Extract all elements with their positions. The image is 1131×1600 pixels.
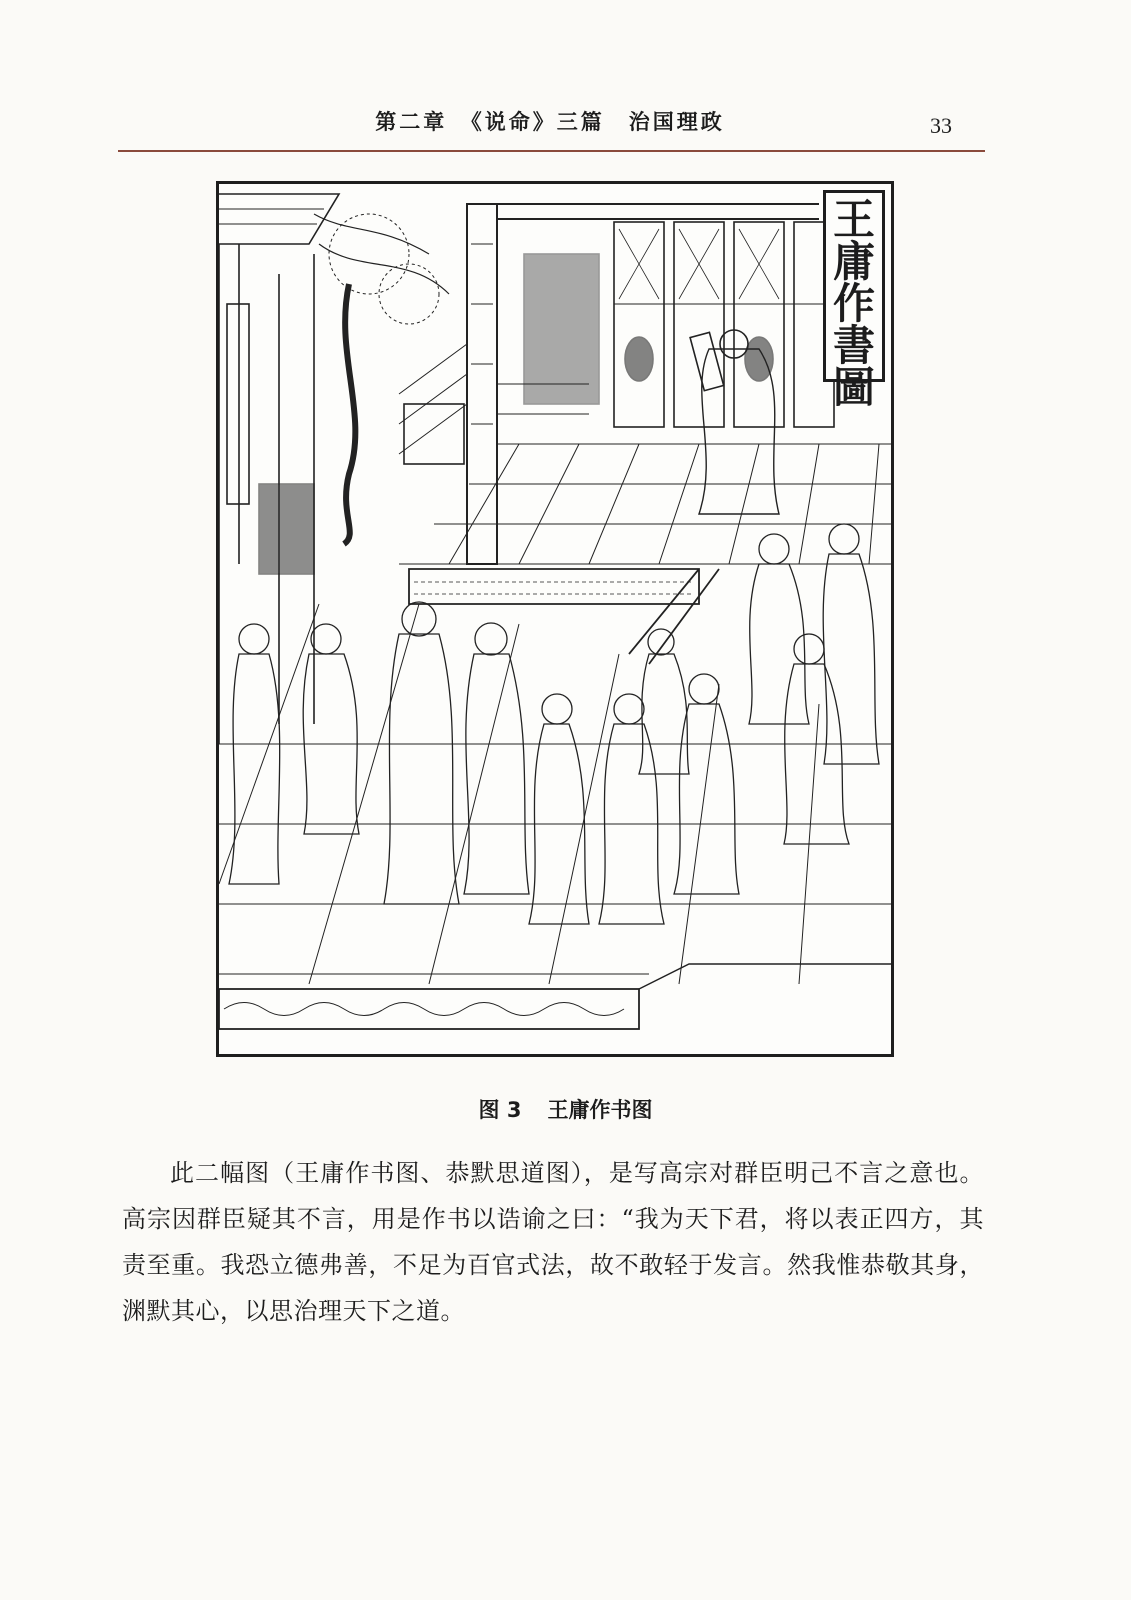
cartouche-char: 圖 xyxy=(832,363,875,412)
figure-caption-number: 图 3 xyxy=(478,1098,522,1122)
cartouche-char: 書 xyxy=(832,321,875,370)
body-paragraph: 此二幅图（王庸作书图、恭默思道图），是写高宗对群臣明己不言之意也。高宗因群臣疑其不言，用是作书以诰谕之曰：“我为天下君，将以表正四方，其责至重。我恐立德弗善，不足为百官式法，故不敢轻于发言。然我惟恭敬其身，渊默其心，以思治理天下之道。 xyxy=(122,1159,984,1325)
illustration-drawing xyxy=(219,184,891,1054)
woodblock-illustration xyxy=(216,181,894,1057)
illustration-title-cartouche xyxy=(823,190,885,412)
cartouche-char: 作 xyxy=(832,279,875,328)
cartouche-char: 王 xyxy=(832,195,875,244)
chapter-title: 第二章 《说命》三篇 治国理政 xyxy=(375,110,725,134)
running-head xyxy=(0,0,1131,150)
header-rule xyxy=(118,150,985,152)
cartouche-char: 庸 xyxy=(832,237,875,286)
body-text xyxy=(122,1150,984,1334)
page-number: 33 xyxy=(930,113,952,138)
figure-caption-title: 王庸作书图 xyxy=(547,1098,653,1122)
figure-caption xyxy=(0,1094,1131,1124)
